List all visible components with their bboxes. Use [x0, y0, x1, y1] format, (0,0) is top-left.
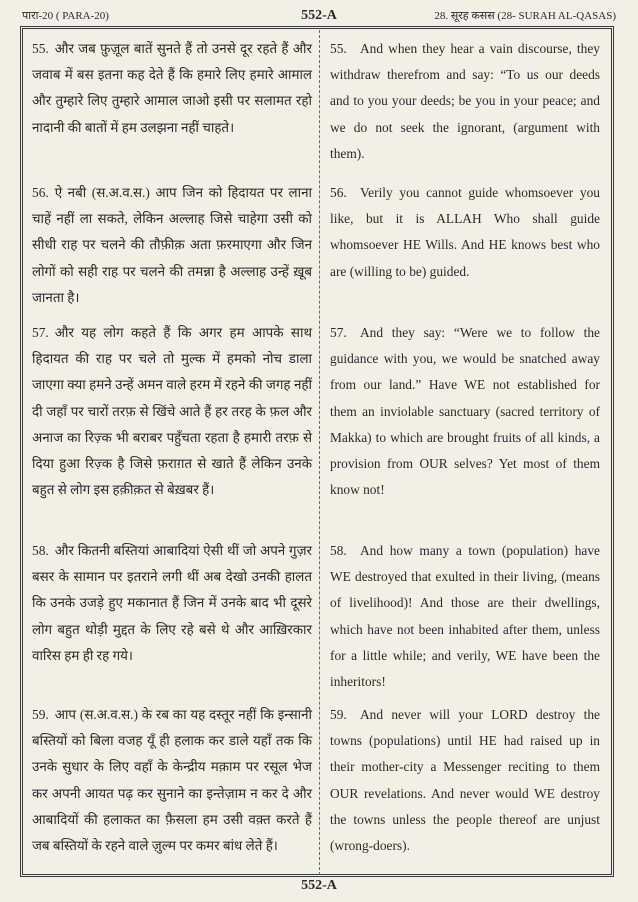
verse-english-text: And how many a town (population) have WE destroyed that exulted in their living, (means of livelihood)! And those are their dwellings, which have not been inhabited after them, unless for a little while; and verily, WE have been the inheritors! [330, 543, 600, 690]
verse-number: 55. [32, 41, 49, 56]
surah-label: 28. सूरह कसस (28- SURAH AL-QASAS) [434, 10, 616, 22]
verse-number: 55. [330, 41, 347, 56]
verse-number: 59. [330, 707, 347, 722]
verse-hindi-text: आप (स.अ.व.स.) के रब का यह दस्तूर नहीं कि इन्सानी बस्तियों को बिला वजह यूँ ही हलाक कर डाले यहाँ तक कि उनके सुधार के लिए वहाँ के केन्द्रीय मक़ाम पर रसूल भेज कर अपनी आयत पढ़ कर सुनाने का इन्तेज़ाम न कर दे और आबादियों की हलाकत का फ़ैसला हम उसी वक़्त करते हैं जब बस्तियों के रहने वाले ज़ुल्म पर कमर बांध लेते हैं। [32, 707, 312, 854]
verse-hindi-text: और यह लोग कहते हैं कि अगर हम आपके साथ हिदायत की राह पर चले तो मुल्क में हमको नोच डाला जाएगा क्या हमने उन्हें अमन वाले हरम में रहने की जगह नहीं दी जहाँ पर चारों तरफ़ से खिंचे आते हैं हर तरह के फ़ल और अनाज का रिज़्क भी बराबर पहुँचता रहता है हमारी तरफ़ से दिया हुआ रिज़्क है जिसे फ़राग़त से खाते हैं लेकिन उनके बहुत से लोग इस हक़ीक़त से बेख़बर हैं। [32, 325, 312, 498]
verse-number: 57. [330, 325, 347, 340]
verse-56-hindi [32, 180, 312, 311]
verse-number: 58. [330, 543, 347, 558]
verse-57-english [330, 320, 600, 503]
page-number-top: 552-A [301, 8, 337, 23]
verse-english-text: Verily you cannot guide whomsoever you like, but it is ALLAH Who shall guide whomsoever HE Wills. And HE knows best who are (willing to be) guided. [330, 185, 600, 279]
page-number-bottom: 552-A [301, 878, 337, 893]
verse-number: 59. [32, 707, 49, 722]
verse-59-english [330, 702, 600, 859]
column-divider [319, 30, 320, 875]
verse-english-text: And they say: “Were we to follow the guidance with you, we would be snatched away from our land.” Have WE not established for them an inviolable sanctuary (sacred territory of Makka) to which are brought fruits of all kinds, a provision from OUR selves? Yet most of them know not! [330, 325, 600, 498]
verse-58-english [330, 538, 600, 695]
verse-number: 57. [32, 325, 49, 340]
para-label: पारा-20 ( PARA-20) [22, 10, 109, 22]
verse-number: 56. [330, 185, 347, 200]
page-header [22, 8, 616, 24]
verse-english-text: And when they hear a vain discourse, they withdraw therefrom and say: “To us our deeds and to you your deeds; be you in your peace; and we do not seek the ignorant, (argument with them). [330, 41, 600, 161]
verse-english-text: And never will your LORD destroy the towns (populations) until HE had raised up in their mother-city a Messenger reciting to them OUR revelations. And never would WE destroy the towns unless the people thereof are unjust (wrong-doers). [330, 707, 600, 854]
verse-57-hindi [32, 320, 312, 503]
verse-hindi-text: ऐ नबी (स.अ.व.स.) आप जिन को हिदायत पर लाना चाहें नहीं ला सकते, लेकिन अल्लाह जिसे चाहेगा उसी को सीधी राह पर चलने की तौफ़ीक़ अता फ़रमाएगा और जिन लोगों को सही राह पर चलने की तमन्ना है अल्लाह उन्हें ख़ूब जानता है। [32, 185, 312, 305]
verse-number: 58. [32, 543, 49, 558]
verse-55-hindi [32, 36, 312, 141]
verse-59-hindi [32, 702, 312, 859]
verse-hindi-text: और कितनी बस्तियां आबादियां ऐसी थीं जो अपने गुज़र बसर के सामान पर इतराने लगी थीं अब देखो उनकी हालत कि उनके उजड़े हुए मकानात हैं जिन में उनके बाद भी दूसरे लोग बहुत थोड़ी मुद्दत के लिए रहे बसे थे और आख़िरकार वारिस हम ही रह गये। [32, 543, 312, 663]
verse-hindi-text: और जब फ़ुज़ूल बातें सुनते हैं तो उनसे दूर रहते हैं और जवाब में बस इतना कह देते हैं कि हमारे लिए हमारे आमाल और तुम्हारे लिए तुम्हारे आमाल जाओ इसी पर सलामत रहो नादानी की बातों में हम उलझना नहीं चाहते। [32, 41, 312, 135]
verse-number: 56. [32, 185, 49, 200]
verse-55-english [330, 36, 600, 167]
verse-58-hindi [32, 538, 312, 669]
verse-56-english [330, 180, 600, 285]
